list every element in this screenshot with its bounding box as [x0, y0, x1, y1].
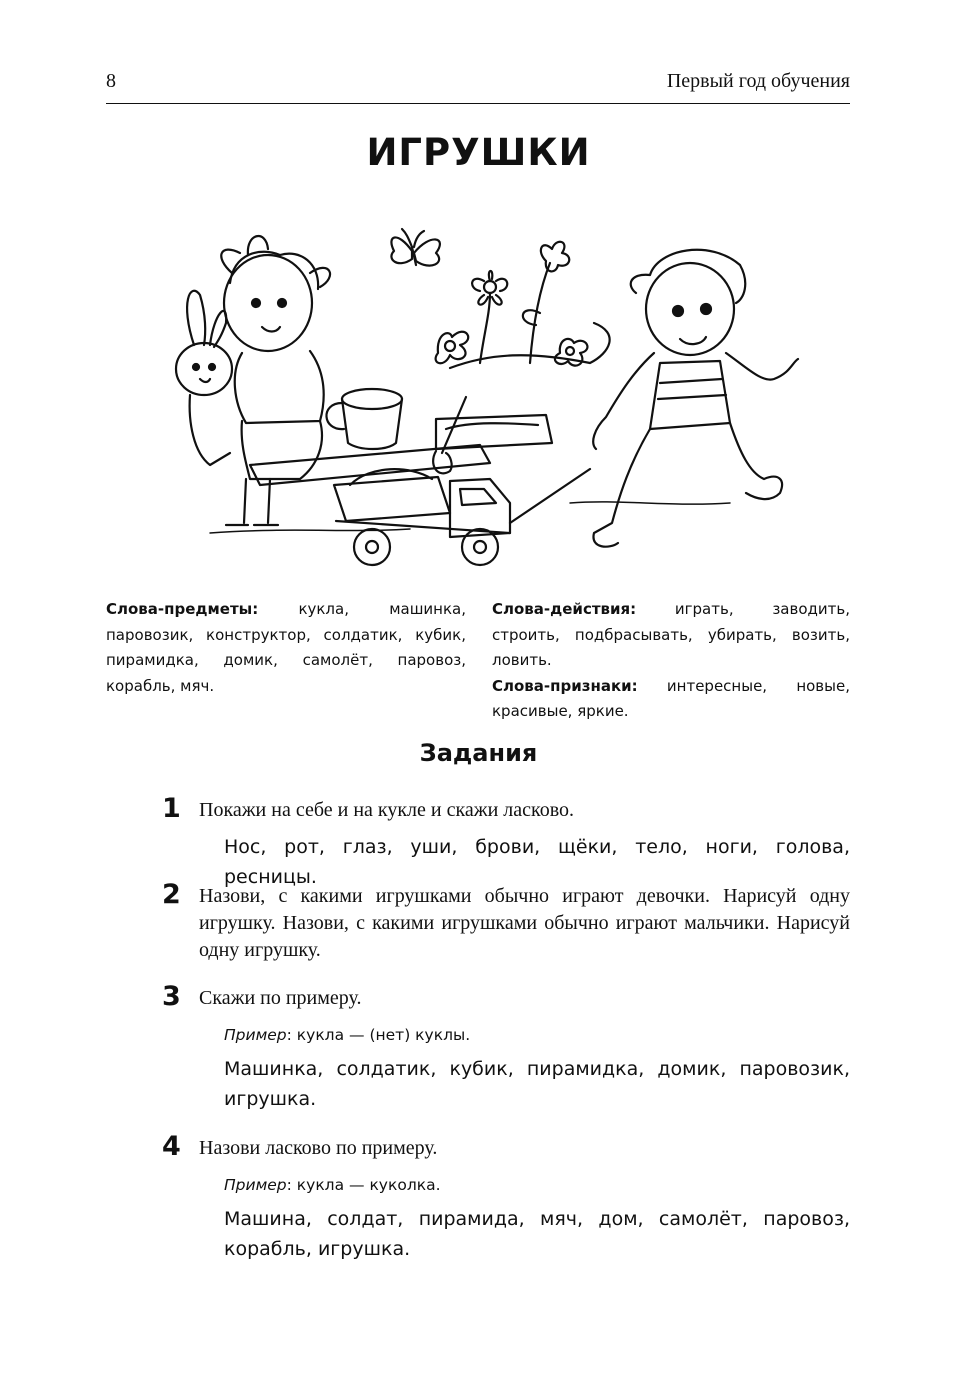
task-words: Машина, солдат, пирамида, мяч, дом, самолёт, паровоз, корабль, игрушка. — [224, 1208, 850, 1260]
task-number: 1 — [162, 793, 181, 824]
header-divider — [106, 103, 850, 104]
toy-dump-truck-icon — [334, 469, 590, 565]
task-instruction: Назови ласково по примеру. — [199, 1137, 438, 1159]
task-number: 3 — [162, 981, 181, 1012]
butterfly-icon — [391, 229, 439, 266]
shovel-icon — [433, 397, 466, 473]
vocab-objects-label: Слова-предметы: — [106, 600, 259, 618]
task-words: Нос, рот, глаз, уши, брови, щёки, тело, ноги, голова, ресницы. — [224, 836, 850, 888]
running-title: Первый год обучения — [666, 70, 850, 92]
task-instruction: Покажи на себе и на кукле и скажи ласково. — [199, 799, 575, 821]
page-title: ИГРУШКИ — [366, 131, 591, 174]
task-words: Машинка, солдатик, кубик, пирамидка, домик, паровозик, игрушка. — [224, 1058, 850, 1110]
tasks-title: Задания — [419, 739, 538, 767]
task-1 — [162, 793, 850, 892]
task-instruction: Скажи по примеру. — [199, 987, 362, 1009]
vocab-actions — [492, 597, 850, 674]
page-number: 8 — [106, 70, 116, 92]
task-number: 4 — [162, 1131, 181, 1162]
task-example — [224, 1174, 850, 1196]
vocab-objects — [106, 597, 466, 699]
task-2 — [162, 879, 850, 964]
toys-illustration — [150, 203, 810, 583]
example-text: : кукла — куколка. — [286, 1176, 441, 1194]
vocab-objects-text: кукла, машинка, паровозик, конструктор, солдатик, кубик, пирамидка, домик, самолёт, паровоз, корабль, мяч. — [106, 600, 466, 695]
task-example — [224, 1024, 850, 1046]
task-3 — [162, 981, 850, 1114]
vocab-actions-text: играть, заводить, строить, подбрасывать, убирать, возить, ловить. — [492, 600, 850, 669]
example-text: : кукла — (нет) куклы. — [286, 1026, 471, 1044]
task-number: 2 — [162, 879, 181, 910]
task-instruction: Назови, с какими игрушками обычно играют девочки. Нарисуй одну игрушку. Назови, с какими игрушками обычно играют мальчики. Нарисуй одну игрушку. — [199, 885, 850, 961]
example-label: Пример — [224, 1026, 287, 1044]
example-label: Пример — [224, 1176, 287, 1194]
vocab-actions-attributes — [492, 597, 850, 725]
bucket-icon — [326, 389, 402, 449]
vocab-attributes-text: интересные, новые, красивые, яркие. — [492, 676, 850, 720]
vocab-attributes-label: Слова-признаки: — [492, 676, 638, 695]
vocab-actions-label: Слова-действия: — [492, 600, 637, 618]
flowers-icon — [436, 242, 610, 368]
girl-with-bunny-icon — [176, 236, 330, 525]
vocab-attributes — [492, 674, 850, 725]
task-4 — [162, 1131, 850, 1264]
sandbox-icon — [436, 415, 552, 449]
